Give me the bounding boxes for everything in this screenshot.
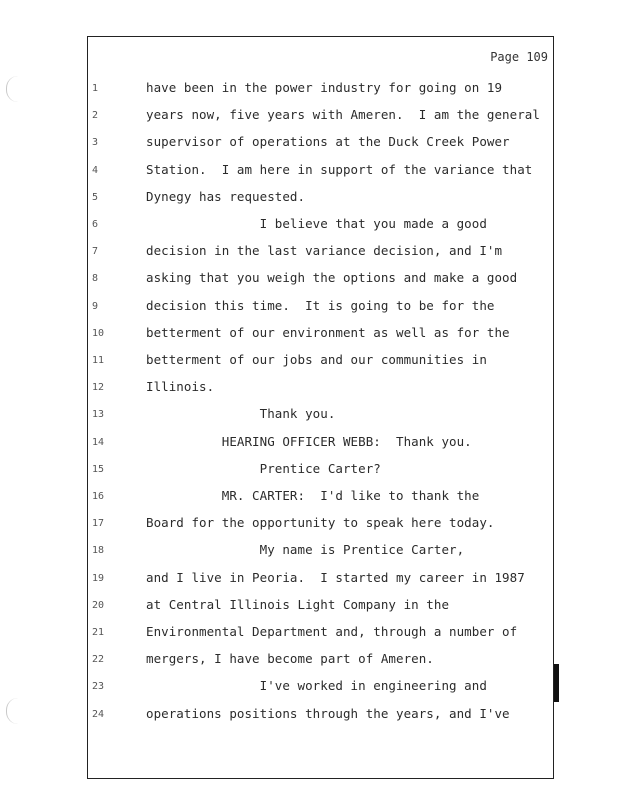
- line-number: 23: [92, 681, 105, 693]
- line-number: 18: [92, 545, 105, 557]
- punch-hole-mark: [6, 76, 23, 102]
- line-number: 15: [92, 463, 105, 475]
- line-number: 21: [92, 627, 105, 638]
- transcript-line: HEARING OFFICER WEBB: Thank you.: [146, 433, 472, 449]
- punch-hole-mark: [6, 698, 23, 724]
- margin-bar-mark: [554, 664, 559, 702]
- transcript-line: asking that you weigh the options and make a good: [146, 270, 518, 286]
- line-number: 2: [92, 110, 99, 122]
- transcript-line: Dynegy has requested.: [146, 188, 306, 204]
- page-number-header: Page 109: [490, 50, 548, 64]
- transcript-line: decision this time. It is going to be for the: [146, 297, 495, 313]
- transcript-line: mergers, I have become part of Ameren.: [146, 651, 434, 667]
- transcript-line: betterment of our environment as well as for the: [146, 324, 510, 340]
- transcript-line: My name is Prentice Carter,: [146, 542, 465, 558]
- transcript-line: supervisor of operations at the Duck Creek Power: [146, 134, 510, 150]
- line-number: 1: [92, 83, 99, 94]
- line-number: 19: [92, 572, 105, 584]
- line-number: 4: [92, 164, 99, 176]
- line-number: 5: [92, 191, 99, 203]
- line-number: 3: [92, 137, 99, 149]
- transcript-line: Prentice Carter?: [146, 460, 381, 476]
- line-number: 11: [92, 355, 105, 366]
- transcript-line: have been in the power industry for going on 19: [146, 80, 503, 95]
- line-number: 16: [92, 491, 105, 502]
- transcript-line: decision in the last variance decision, and I'm: [146, 243, 503, 259]
- transcript-line: at Central Illinois Light Company in the: [146, 596, 450, 612]
- line-number: 8: [92, 273, 99, 285]
- line-number: 7: [92, 246, 99, 258]
- transcript-line: operations positions through the years, and I've: [146, 705, 510, 721]
- line-number: 14: [92, 436, 105, 448]
- line-number: 9: [92, 300, 99, 312]
- transcript-line: betterment of our jobs and our communities in: [146, 352, 487, 367]
- line-number: 22: [92, 654, 105, 666]
- transcript-line: I've worked in engineering and: [146, 678, 487, 694]
- transcript-line: and I live in Peoria. I started my career in 1987: [146, 569, 525, 585]
- transcript-line: Thank you.: [146, 406, 336, 422]
- transcript-line: Illinois.: [146, 379, 215, 395]
- line-number: 10: [92, 327, 105, 339]
- line-number: 13: [92, 409, 105, 421]
- line-number: 17: [92, 518, 105, 530]
- transcript-line: I believe that you made a good: [146, 216, 487, 231]
- transcript-line: Board for the opportunity to speak here today.: [146, 515, 495, 531]
- line-number: 12: [92, 382, 105, 394]
- transcript-line: MR. CARTER: I'd like to thank the: [146, 488, 480, 503]
- transcript-line: Station. I am here in support of the variance that: [146, 161, 533, 177]
- line-number: 24: [92, 708, 105, 720]
- transcript-line: years now, five years with Ameren. I am the general: [146, 107, 540, 123]
- line-number: 6: [92, 219, 99, 230]
- line-number: 20: [92, 599, 105, 611]
- transcript-line: Environmental Department and, through a number of: [146, 624, 518, 639]
